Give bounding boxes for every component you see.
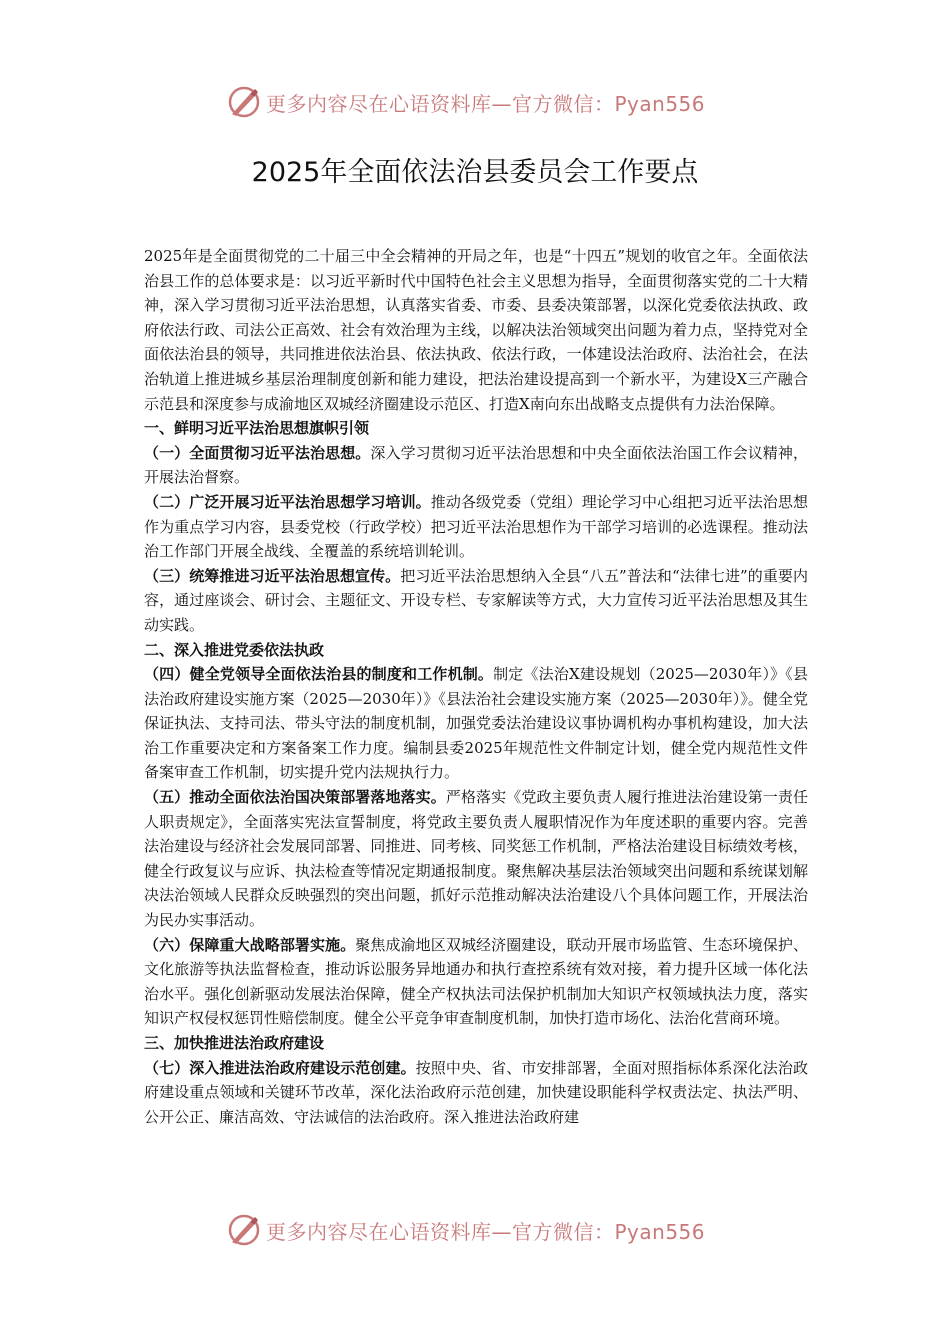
watermark-banner-bottom bbox=[0, 1210, 950, 1250]
item-lead: （四）健全党领导全面依法治县的制度和工作机制。 bbox=[144, 665, 494, 684]
pen-logo-icon bbox=[226, 84, 262, 120]
item-lead: （六）保障重大战略部署实施。 bbox=[144, 935, 356, 954]
intro-paragraph: 2025年是全面贯彻党的二十届三中全会精神的开局之年，也是“十四五”规划的收官之年。全面依法治县工作的总体要求是：以习近平新时代中国特色社会主义思想为指导，全面贯彻落实党的二十大精神，深入学习贯彻习近平法治思想，认真落实省委、市委、县委决策部署，以深化党委依法执政、政府依法行政、司法公正高效、社会有效治理为主线，以解决法治领域突出问题为着力点，坚持党对全面依法治县的领导，共同推进依法治县、依法执政、依法行政，一体建设法治政府、法治社会，在法治轨道上推进城乡基层治理制度创新和能力建设，把法治建设提高到一个新水平，为建设X三产融合示范县和深度参与成渝地区双城经济圈建设示范区、打造X南向东出战略支点提供有力法治保障。 bbox=[144, 247, 808, 413]
item-text: 制定《法治X建设规划（2025—2030年）》《县法治政府建设实施方案（2025—2030年）》《县法治社会建设实施方案（2025—2030年）》。健全党保证执法、支持司法、带头守法的制度机制，加强党委法治建设议事协调机构办事机构建设，加大法治工作重要决定和方案备案工作力度。编制县委2025年规范性文件制定计划，健全党内规范性文件备案审查工作机制，切实提升党内法规执行力。 bbox=[144, 665, 808, 782]
section-heading: 三、加快推进法治政府建设 bbox=[144, 1034, 325, 1052]
section-heading: 一、鲜明习近平法治思想旗帜引领 bbox=[144, 419, 370, 438]
section-item bbox=[144, 564, 808, 638]
document-title: 2025年全面依法治县委员会工作要点 bbox=[251, 157, 699, 188]
pen-logo-icon bbox=[226, 1212, 262, 1248]
section-item bbox=[144, 785, 808, 933]
document-body bbox=[144, 244, 808, 1129]
item-text: 把习近平法治思想纳入全县“八五”普法和“法律七进”的重要内容，通过座谈会、研讨会、主题征文、开设专栏、专家解读等方式，大力宣传习近平法治思想及其生动实践。 bbox=[144, 566, 808, 634]
section-heading: 二、深入推进党委依法执政 bbox=[144, 640, 325, 659]
item-lead: （三）统筹推进习近平法治思想宣传。 bbox=[144, 566, 401, 585]
section-item bbox=[144, 933, 808, 1031]
item-text: 按照中央、省、市安排部署，全面对照指标体系深化法治政府建设重点领域和关键环节改革，深化法治政府示范创建，加快建设职能科学权责法定、执法严明、公开公正、廉洁高效、守法诚信的法治政府。深入推进法治政府建 bbox=[144, 1058, 808, 1126]
item-lead: （一）全面贯彻习近平法治思想。 bbox=[144, 443, 371, 462]
item-lead: （七）深入推进法治政府建设示范创建。 bbox=[144, 1058, 416, 1077]
watermark-text: 更多内容尽在心语资料库—官方微信：Pyan556 bbox=[266, 92, 706, 116]
item-text: 深入学习贯彻习近平法治思想和中央全面依法治国工作会议精神，开展法治督察。 bbox=[144, 443, 808, 487]
item-text: 严格落实《党政主要负责人履行推进法治建设第一责任人职责规定》，全面落实宪法宣誓制度，将党政主要负责人履职情况作为年度述职的重要内容。完善法治建设与经济社会发展同部署、同推进、同考核、同奖惩工作机制，严格法治建设目标绩效考核，健全行政复议与应诉、执法检查等情况定期通报制度。聚焦解决基层法治领域突出问题和系统谋划解决法治领域人民群众反映强烈的突出问题，抓好示范推动解决法治建设八个具体问题工作，开展法治为民办实事活动。 bbox=[144, 788, 808, 930]
section-item bbox=[144, 441, 808, 490]
section-item bbox=[144, 1056, 808, 1130]
item-text: 聚焦成渝地区双城经济圈建设，联动开展市场监管、生态环境保护、文化旅游等执法监督检查，推动诉讼服务异地通办和执行查控系统有效对接，着力提升区域一体化法治水平。强化创新驱动发展法治保障，健全产权执法司法保护机制加大知识产权领域执法力度，落实知识产权侵权惩罚性赔偿制度。健全公平竞争审查制度机制，加快打造市场化、法治化营商环境。 bbox=[144, 935, 808, 1028]
watermark-banner-top bbox=[0, 82, 950, 122]
item-lead: （二）广泛开展习近平法治思想学习培训。 bbox=[144, 492, 431, 511]
section-item bbox=[144, 662, 808, 785]
item-lead: （五）推动全面依法治国决策部署落地落实。 bbox=[144, 788, 446, 807]
section-item bbox=[144, 490, 808, 564]
watermark-text: 更多内容尽在心语资料库—官方微信：Pyan556 bbox=[266, 1220, 706, 1244]
item-text: 推动各级党委（党组）理论学习中心组把习近平法治思想作为重点学习内容，县委党校（行政学校）把习近平法治思想作为干部学习培训的必选课程。推动法治工作部门开展全战线、全覆盖的系统培训轮训。 bbox=[144, 492, 808, 561]
